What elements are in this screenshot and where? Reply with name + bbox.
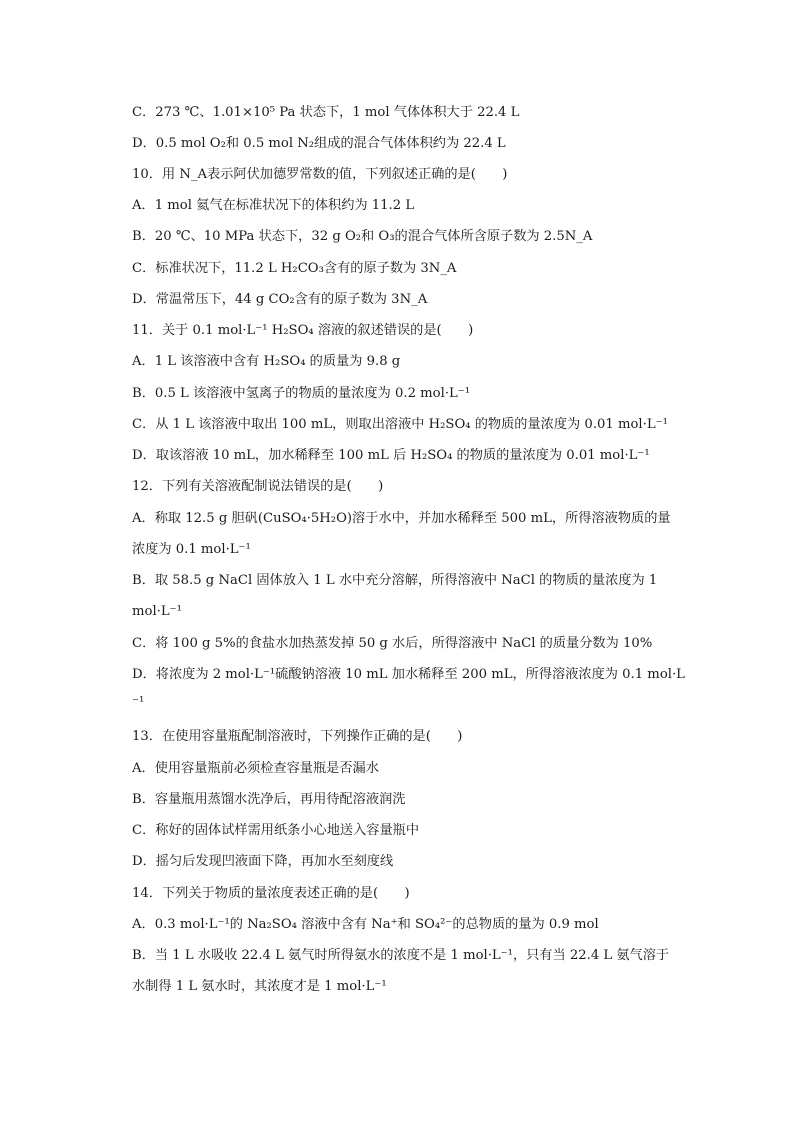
text-line: 水制得 1 L 氨水时，其浓度才是 1 mol·L⁻¹ [132,979,387,994]
text-line: B．当 1 L 水吸收 22.4 L 氨气时所得氨水的浓度不是 1 mol·L⁻¹，只有当 22.4 L 氨气溶于 [132,948,670,963]
text-line: B．20 ℃、10 MPa 状态下，32 g O₂和 O₃的混合气体所含原子数为 2.5N_A [132,229,593,244]
text-line: 14．下列关于物质的量浓度表述正确的是( ) [132,886,410,901]
text-line: D．0.5 mol O₂和 0.5 mol N₂组成的混合气体体积约为 22.4 L [132,136,506,151]
text-line: A．称取 12.5 g 胆矾(CuSO₄·5H₂O)溶于水中，并加水稀释至 500 mL，所得溶液物质的量 [132,511,671,526]
text-line: D．摇匀后发现凹液面下降，再加水至刻度线 [132,854,394,869]
text-line: C．将 100 g 5%的食盐水加热蒸发掉 50 g 水后，所得溶液中 NaCl 的质量分数为 10% [132,636,653,651]
text-line: D．取该溶液 10 mL，加水稀释至 100 mL 后 H₂SO₄ 的物质的量浓度为 0.01 mol·L⁻¹ [132,448,650,463]
text-line: 浓度为 0.1 mol·L⁻¹ [132,542,251,557]
text-line: A．1 L 该溶液中含有 H₂SO₄ 的质量为 9.8 g [132,354,401,369]
text-line: 11．关于 0.1 mol·L⁻¹ H₂SO₄ 溶液的叙述错误的是( ) [132,323,474,338]
text-line: C．标准状况下，11.2 L H₂CO₃含有的原子数为 3N_A [132,261,457,276]
text-line: 12．下列有关溶液配制说法错误的是( ) [132,479,384,494]
text-line: D．常温常压下，44 g CO₂含有的原子数为 3N_A [132,292,428,307]
text-line: C．从 1 L 该溶液中取出 100 mL，则取出溶液中 H₂SO₄ 的物质的量浓度为 0.01 mol·L⁻¹ [132,417,668,432]
text-line: B．容量瓶用蒸馏水洗净后，再用待配溶液润洗 [132,792,406,807]
text-line: C．称好的固体试样需用纸条小心地送入容量瓶中 [132,823,420,838]
text-line: ⁻¹ [132,695,145,710]
text-line: B．取 58.5 g NaCl 固体放入 1 L 水中充分溶解，所得溶液中 NaCl 的物质的量浓度为 1 [132,573,658,588]
text-line: A．0.3 mol·L⁻¹的 Na₂SO₄ 溶液中含有 Na⁺和 SO₄²⁻的总物质的量为 0.9 mol [132,917,599,932]
text-line: D．将浓度为 2 mol·L⁻¹硫酸钠溶液 10 mL 加水稀释至 200 mL，所得溶液浓度为 0.1 mol·L [132,667,685,682]
text-line: B．0.5 L 该溶液中氢离子的物质的量浓度为 0.2 mol·L⁻¹ [132,386,471,401]
text-line: 10．用 N_A表示阿伏加德罗常数的值，下列叙述正确的是( ) [132,167,508,182]
text-line: 13．在使用容量瓶配制溶液时，下列操作正确的是( ) [132,729,463,744]
text-line: mol·L⁻¹ [132,604,182,619]
text-line: C．273 ℃、1.01×10⁵ Pa 状态下，1 mol 气体体积大于 22.4 L [132,105,520,120]
text-line: A．使用容量瓶前必须检查容量瓶是否漏水 [132,761,379,776]
text-line: A．1 mol 氦气在标准状况下的体积约为 11.2 L [132,198,415,213]
